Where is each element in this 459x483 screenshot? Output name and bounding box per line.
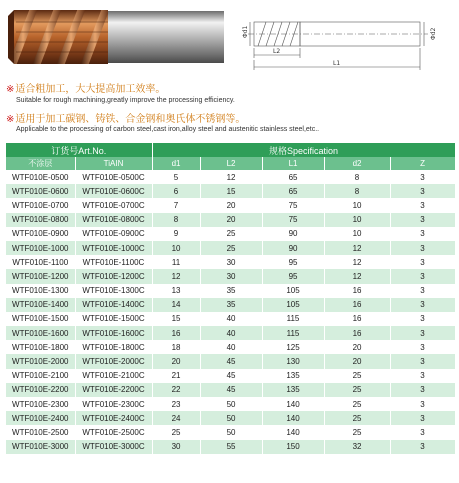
col-z-cell: 3 (390, 241, 455, 255)
col-tiain-cell: WTF010E-1200C (75, 269, 152, 283)
col-uncoated-cell: WTF010E-1000 (6, 241, 75, 255)
col-l2-cell: 35 (200, 284, 262, 298)
l1-label: L1 (333, 60, 341, 67)
col-d2-cell: 8 (324, 184, 390, 198)
col-uncoated-cell: WTF010E-2500 (6, 425, 75, 439)
col-l2-cell: 15 (200, 184, 262, 198)
col-tiain-header: TiAIN (75, 157, 152, 170)
col-l2-cell: 20 (200, 213, 262, 227)
col-z-cell: 3 (390, 269, 455, 283)
col-d2-cell: 20 (324, 354, 390, 368)
col-d2-cell: 25 (324, 397, 390, 411)
feature-1-en: Suitable for rough machining,greatly improve the processing efficiency. (16, 97, 235, 104)
col-l2-cell: 45 (200, 369, 262, 383)
col-l2-cell: 25 (200, 227, 262, 241)
col-l1-cell: 130 (262, 354, 324, 368)
table-row (6, 255, 455, 269)
col-d2-cell: 20 (324, 340, 390, 354)
end-mill-illustration (4, 2, 226, 70)
col-z-cell: 3 (390, 397, 455, 411)
col-d1-cell: 21 (152, 369, 200, 383)
col-tiain-cell: WTF010E-0800C (75, 213, 152, 227)
col-z-cell: 3 (390, 170, 455, 184)
col-l2-cell: 30 (200, 269, 262, 283)
col-tiain-cell: WTF010E-1100C (75, 255, 152, 269)
feature-2-cn (6, 110, 245, 125)
table-row (6, 411, 455, 425)
col-z-cell: 3 (390, 340, 455, 354)
col-d2-cell: 12 (324, 241, 390, 255)
col-l1-cell: 115 (262, 326, 324, 340)
table-row (6, 312, 455, 326)
col-d2-cell: 25 (324, 411, 390, 425)
col-l2-cell: 40 (200, 312, 262, 326)
col-l1-cell: 75 (262, 213, 324, 227)
col-l1-cell: 65 (262, 184, 324, 198)
col-uncoated-cell: WTF010E-2200 (6, 383, 75, 397)
feature-2-mark: ※ (6, 114, 15, 125)
col-d1-cell: 13 (152, 284, 200, 298)
table-row (6, 184, 455, 198)
col-uncoated-cell: WTF010E-2400 (6, 411, 75, 425)
col-l2-cell: 55 (200, 440, 262, 454)
dimension-drawing (236, 8, 454, 76)
col-z-cell: 3 (390, 213, 455, 227)
col-tiain-cell: WTF010E-2500C (75, 425, 152, 439)
col-d1-cell: 8 (152, 213, 200, 227)
col-l2-header: L2 (200, 157, 262, 170)
col-tiain-cell: WTF010E-0600C (75, 184, 152, 198)
col-z-cell: 3 (390, 284, 455, 298)
col-l2-cell: 25 (200, 241, 262, 255)
col-l2-cell: 35 (200, 298, 262, 312)
col-d1-header: d1 (152, 157, 200, 170)
col-tiain-cell: WTF010E-1500C (75, 312, 152, 326)
col-l1-cell: 65 (262, 170, 324, 184)
col-tiain-cell: WTF010E-2100C (75, 369, 152, 383)
col-uncoated-cell: WTF010E-0800 (6, 213, 75, 227)
col-d2-header: d2 (324, 157, 390, 170)
col-l1-cell: 115 (262, 312, 324, 326)
col-d1-cell: 16 (152, 326, 200, 340)
table-group-header-row (6, 143, 455, 157)
col-d1-cell: 25 (152, 425, 200, 439)
table-row (6, 241, 455, 255)
col-z-cell: 3 (390, 255, 455, 269)
col-z-cell: 3 (390, 298, 455, 312)
table-row (6, 284, 455, 298)
feature-2-cn-text: 适用于加工碳钢、铸铁、合金钢和奥氏体不锈钢等。 (15, 114, 246, 125)
col-d2-cell: 25 (324, 425, 390, 439)
col-tiain-cell: WTF010E-1000C (75, 241, 152, 255)
table-row (6, 383, 455, 397)
col-z-cell: 3 (390, 184, 455, 198)
col-l1-cell: 135 (262, 383, 324, 397)
specification-table (6, 143, 456, 454)
table-row (6, 354, 455, 368)
col-l1-cell: 140 (262, 425, 324, 439)
feature-1-cn-text: 适合粗加工，大大提高加工效率。 (15, 84, 166, 95)
col-l1-cell: 95 (262, 255, 324, 269)
table-row (6, 340, 455, 354)
col-z-header: Z (390, 157, 455, 170)
l2-label: L2 (273, 48, 281, 55)
col-l2-cell: 50 (200, 411, 262, 425)
col-l1-cell: 90 (262, 227, 324, 241)
col-l2-cell: 20 (200, 198, 262, 212)
col-d2-cell: 12 (324, 255, 390, 269)
col-uncoated-cell: WTF010E-0700 (6, 198, 75, 212)
col-l1-cell: 125 (262, 340, 324, 354)
col-uncoated-cell: WTF010E-1300 (6, 284, 75, 298)
col-tiain-cell: WTF010E-1600C (75, 326, 152, 340)
col-tiain-cell: WTF010E-0700C (75, 198, 152, 212)
feature-1-mark: ※ (6, 84, 15, 95)
col-z-cell: 3 (390, 425, 455, 439)
col-l1-cell: 90 (262, 241, 324, 255)
col-d1-cell: 5 (152, 170, 200, 184)
col-tiain-cell: WTF010E-3000C (75, 440, 152, 454)
col-l2-cell: 45 (200, 354, 262, 368)
col-d2-cell: 10 (324, 227, 390, 241)
col-z-cell: 3 (390, 198, 455, 212)
col-d2-cell: 32 (324, 440, 390, 454)
table-row (6, 425, 455, 439)
col-l1-cell: 140 (262, 411, 324, 425)
col-tiain-cell: WTF010E-1300C (75, 284, 152, 298)
col-l1-cell: 95 (262, 269, 324, 283)
col-uncoated-cell: WTF010E-2000 (6, 354, 75, 368)
col-tiain-cell: WTF010E-1800C (75, 340, 152, 354)
col-l2-cell: 50 (200, 425, 262, 439)
col-tiain-cell: WTF010E-0500C (75, 170, 152, 184)
table-row (6, 213, 455, 227)
table-row (6, 326, 455, 340)
col-l1-cell: 135 (262, 369, 324, 383)
col-l2-cell: 30 (200, 255, 262, 269)
col-d1-cell: 6 (152, 184, 200, 198)
col-uncoated-cell: WTF010E-1100 (6, 255, 75, 269)
table-column-header-row (6, 157, 455, 170)
col-d2-cell: 10 (324, 198, 390, 212)
col-uncoated-header: 不涂层 (6, 157, 75, 170)
table-body (6, 170, 455, 454)
art-no-header: 订货号Art.No. (6, 143, 152, 157)
col-d2-cell: 8 (324, 170, 390, 184)
col-uncoated-cell: WTF010E-1600 (6, 326, 75, 340)
specification-header: 规格Specification (152, 143, 455, 157)
col-tiain-cell: WTF010E-2000C (75, 354, 152, 368)
col-uncoated-cell: WTF010E-1800 (6, 340, 75, 354)
col-l2-cell: 40 (200, 326, 262, 340)
col-d1-cell: 20 (152, 354, 200, 368)
col-d2-cell: 16 (324, 298, 390, 312)
col-z-cell: 3 (390, 227, 455, 241)
col-tiain-cell: WTF010E-2300C (75, 397, 152, 411)
col-d1-cell: 24 (152, 411, 200, 425)
col-d2-cell: 16 (324, 326, 390, 340)
col-d1-cell: 18 (152, 340, 200, 354)
feature-1-cn (6, 80, 165, 95)
col-z-cell: 3 (390, 411, 455, 425)
col-d1-cell: 23 (152, 397, 200, 411)
col-tiain-cell: WTF010E-2200C (75, 383, 152, 397)
col-d1-cell: 14 (152, 298, 200, 312)
d1-label: Φd1 (242, 25, 249, 38)
col-tiain-cell: WTF010E-0900C (75, 227, 152, 241)
col-z-cell: 3 (390, 326, 455, 340)
feature-2-en: Applicable to the processing of carbon steel,cast iron,alloy steel and austenitic stainless steel,etc.. (16, 126, 320, 133)
table-row (6, 298, 455, 312)
col-l1-cell: 105 (262, 284, 324, 298)
col-uncoated-cell: WTF010E-1500 (6, 312, 75, 326)
col-uncoated-cell: WTF010E-3000 (6, 440, 75, 454)
end-mill-product-photo (4, 2, 226, 70)
col-z-cell: 3 (390, 354, 455, 368)
col-l2-cell: 40 (200, 340, 262, 354)
col-uncoated-cell: WTF010E-2300 (6, 397, 75, 411)
col-d2-cell: 10 (324, 213, 390, 227)
col-tiain-cell: WTF010E-1400C (75, 298, 152, 312)
col-l2-cell: 45 (200, 383, 262, 397)
col-uncoated-cell: WTF010E-1200 (6, 269, 75, 283)
table-row (6, 440, 455, 454)
col-l2-cell: 50 (200, 397, 262, 411)
col-d2-cell: 16 (324, 312, 390, 326)
table-row (6, 170, 455, 184)
col-z-cell: 3 (390, 440, 455, 454)
col-uncoated-cell: WTF010E-0500 (6, 170, 75, 184)
table-row (6, 227, 455, 241)
col-uncoated-cell: WTF010E-0600 (6, 184, 75, 198)
col-d1-cell: 11 (152, 255, 200, 269)
col-l1-header: L1 (262, 157, 324, 170)
col-l1-cell: 150 (262, 440, 324, 454)
col-uncoated-cell: WTF010E-2100 (6, 369, 75, 383)
col-d2-cell: 25 (324, 369, 390, 383)
col-tiain-cell: WTF010E-2400C (75, 411, 152, 425)
col-z-cell: 3 (390, 369, 455, 383)
col-z-cell: 3 (390, 383, 455, 397)
table-row (6, 198, 455, 212)
col-d1-cell: 12 (152, 269, 200, 283)
col-z-cell: 3 (390, 312, 455, 326)
col-d1-cell: 22 (152, 383, 200, 397)
col-d2-cell: 12 (324, 269, 390, 283)
table-row (6, 269, 455, 283)
table-row (6, 369, 455, 383)
col-d2-cell: 16 (324, 284, 390, 298)
col-l1-cell: 140 (262, 397, 324, 411)
d2-label: Φd2 (430, 27, 437, 40)
col-d2-cell: 25 (324, 383, 390, 397)
table-row (6, 397, 455, 411)
col-d1-cell: 10 (152, 241, 200, 255)
col-d1-cell: 9 (152, 227, 200, 241)
col-uncoated-cell: WTF010E-1400 (6, 298, 75, 312)
col-d1-cell: 7 (152, 198, 200, 212)
col-d1-cell: 30 (152, 440, 200, 454)
col-uncoated-cell: WTF010E-0900 (6, 227, 75, 241)
col-l2-cell: 12 (200, 170, 262, 184)
col-l1-cell: 105 (262, 298, 324, 312)
col-d1-cell: 15 (152, 312, 200, 326)
col-l1-cell: 75 (262, 198, 324, 212)
